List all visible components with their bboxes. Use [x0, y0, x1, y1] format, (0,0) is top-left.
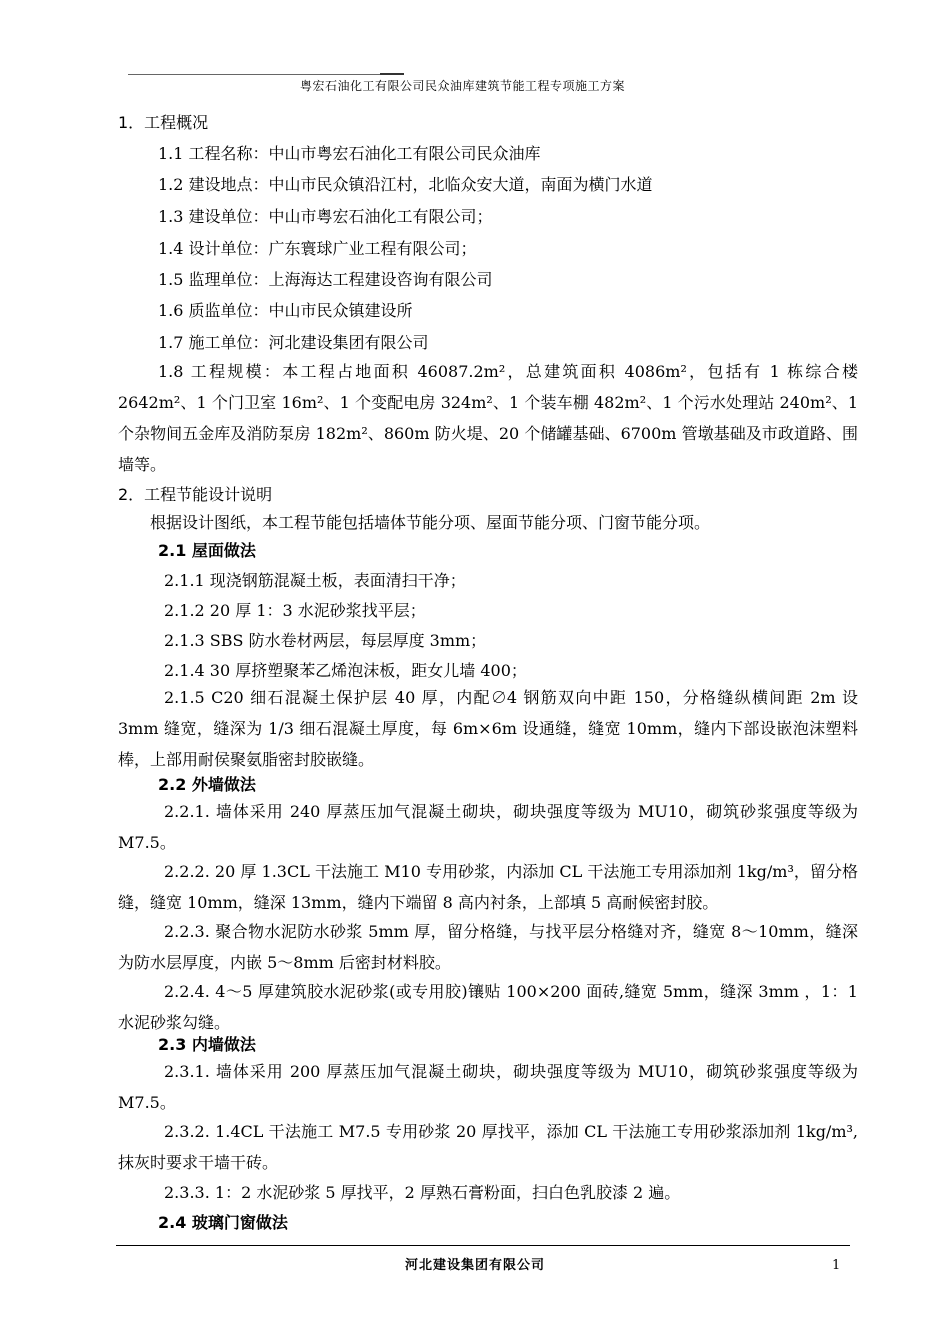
item-1-3: 1.3 建设单位：中山市粤宏石油化工有限公司；	[158, 207, 493, 226]
header-rule	[128, 74, 403, 75]
section-2-3-title: 2.3 内墙做法	[158, 1035, 256, 1054]
item-1-6: 1.6 质监单位：中山市民众镇建设所	[158, 301, 413, 320]
header-rule-mark	[380, 73, 404, 75]
item-2-2-3: 2.2.3. 聚合物水泥防水砂浆 5mm 厚，留分格缝，与找平层分格缝对齐，缝宽 8～10mm，缝深为防水层厚度，内嵌 5～8mm 后密封材料胶。	[118, 922, 858, 972]
page-number: 1	[832, 1258, 841, 1273]
section-2-title: 2．工程节能设计说明	[118, 485, 273, 504]
item-2-3-2: 2.3.2. 1.4CL 干法施工 M7.5 专用砂浆 20 厚找平，添加 CL 干法施工专用砂浆添加剂 1kg/m³,抹灰时要求干墙干砖。	[118, 1122, 858, 1172]
item-1-2: 1.2 建设地点：中山市民众镇沿江村，北临众安大道，南面为横门水道	[158, 175, 653, 194]
item-2-2-2: 2.2.2. 20 厚 1.3CL 干法施工 M10 专用砂浆，内添加 CL 干法施工专用添加剂 1kg/m³，留分格缝，缝宽 10mm，缝深 13mm，缝内下端留 8 高内衬条，上部填 5 高耐候密封胶。	[118, 862, 858, 912]
item-1-8: 1.8 工程规模：本工程占地面积 46087.2m²，总建筑面积 4086m²，包括有 1 栋综合楼 2642m²、1 个门卫室 16m²、1 个变配电房 324m²、1 个装车棚 482m²、1 个污水处理站 240m²、1 个杂物间五金库及消防泵房 182m²、860m 防火堤、20 个储罐基础、6700m 管墩基础及市政道路、围墙等。	[118, 362, 858, 474]
item-2-2-1: 2.2.1. 墙体采用 240 厚蒸压加气混凝土砌块，砌块强度等级为 MU10，砌筑砂浆强度等级为 M7.5。	[118, 802, 858, 852]
section-2-2-title: 2.2 外墙做法	[158, 775, 256, 794]
item-2-3-1: 2.3.1. 墙体采用 200 厚蒸压加气混凝土砌块，砌块强度等级为 MU10，砌筑砂浆强度等级为 M7.5。	[118, 1062, 858, 1112]
item-2-3-3: 2.3.3. 1：2 水泥砂浆 5 厚找平，2 厚熟石膏粉面，扫白色乳胶漆 2 遍。	[164, 1183, 681, 1202]
item-1-7: 1.7 施工单位：河北建设集团有限公司	[158, 333, 429, 352]
item-2-1-5: 2.1.5 C20 细石混凝土保护层 40 厚，内配∅4 钢筋双向中距 150，分格缝纵横间距 2m 设 3mm 缝宽，缝深为 1/3 细石混凝土厚度，每 6m×6m 设通缝，缝宽 10mm，缝内下部设嵌泡沫塑料棒，上部用耐侯聚氨脂密封胶嵌缝。	[118, 688, 858, 769]
item-2-1-4: 2.1.4 30 厚挤塑聚苯乙烯泡沫板，距女儿墙 400；	[164, 661, 527, 680]
section-1-title: 1．工程概况	[118, 113, 209, 132]
item-1-1: 1.1 工程名称：中山市粤宏石油化工有限公司民众油库	[158, 144, 541, 163]
item-2-1-3: 2.1.3 SBS 防水卷材两层，每层厚度 3mm；	[164, 631, 487, 650]
footer-rule	[116, 1245, 850, 1246]
footer-company: 河北建设集团有限公司	[404, 1258, 545, 1273]
item-2-1-2: 2.1.2 20 厚 1：3 水泥砂浆找平层；	[164, 601, 426, 620]
item-1-5: 1.5 监理单位：上海海达工程建设咨询有限公司	[158, 270, 493, 289]
section-2-4-title: 2.4 玻璃门窗做法	[158, 1213, 288, 1232]
item-2-2-4: 2.2.4. 4～5 厚建筑胶水泥砂浆(或专用胶)镶贴 100×200 面砖,缝宽 5mm，缝深 3mm ，1：1 水泥砂浆勾缝。	[118, 982, 858, 1032]
section-2-intro: 根据设计图纸，本工程节能包括墙体节能分项、屋面节能分项、门窗节能分项。	[150, 513, 711, 532]
page-header: 粤宏石油化工有限公司民众油库建筑节能工程专项施工方案	[300, 79, 626, 93]
item-2-1-1: 2.1.1 现浇钢筋混凝土板，表面清扫干净；	[164, 571, 466, 590]
item-1-4: 1.4 设计单位：广东寰球广业工程有限公司；	[158, 239, 477, 258]
section-2-1-title: 2.1 屋面做法	[158, 541, 256, 560]
